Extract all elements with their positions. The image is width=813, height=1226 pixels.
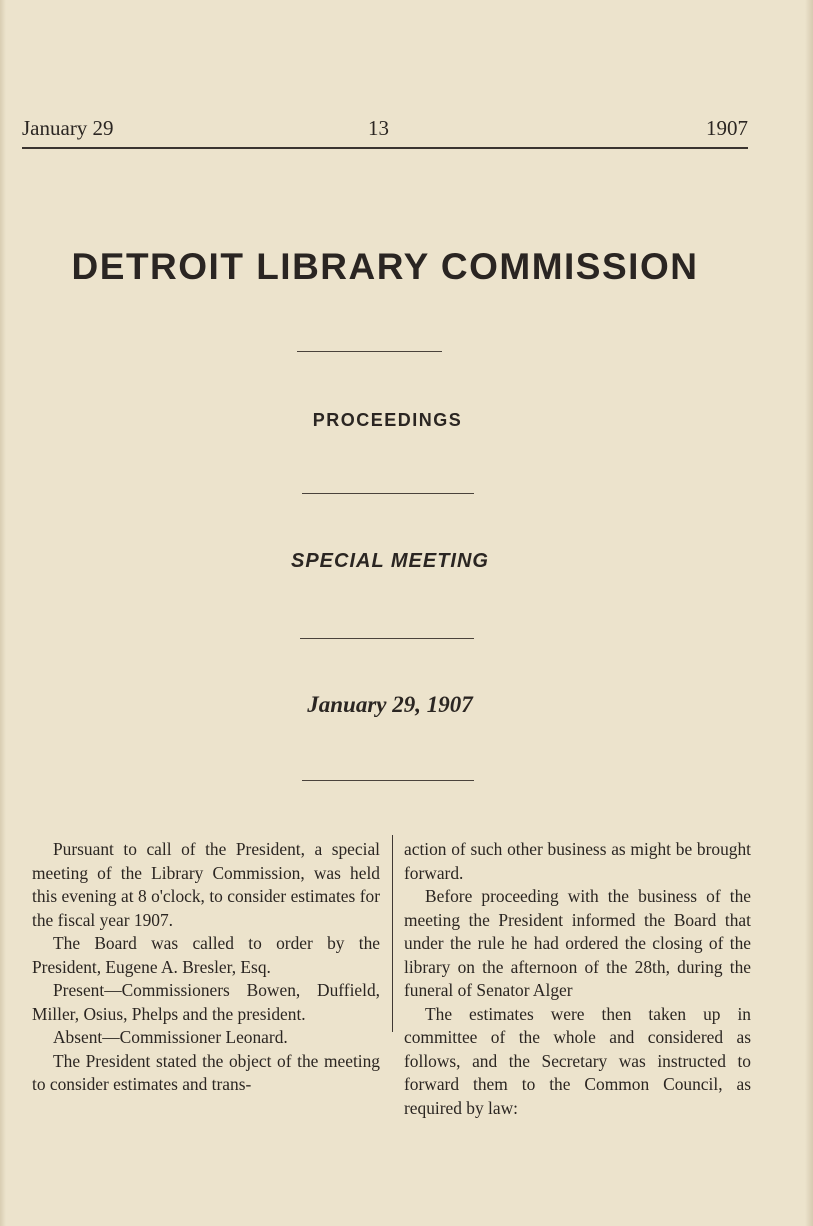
section-heading: PROCEEDINGS	[312, 410, 463, 430]
paragraph: action of such other business as might be brought forward.	[404, 839, 751, 883]
paragraph: The estimates were then taken up in committee of the whole and considered as follows, and the Secretary was instructed to forward them to the Common Council, as required by law:	[404, 1003, 751, 1118]
paragraph: Before proceeding with the business of the meeting the President informed the Board that under the rule he had ordered the closing of the library on the afternoon of the 28th, during the funeral of Senator Alger	[404, 886, 751, 1000]
divider-rule	[302, 780, 474, 781]
page-title: DETROIT LIBRARY COMMISSION	[71, 246, 699, 287]
column-divider	[392, 835, 393, 1032]
header-rule	[22, 147, 748, 149]
divider-rule	[300, 638, 474, 639]
paragraph: Present—Commissioners Bowen, Duffield, Miller, Osius, Phelps and the president.	[32, 980, 380, 1024]
page-number: 13	[368, 116, 389, 140]
paragraph: Absent—Commissioner Leonard.	[53, 1027, 288, 1047]
body-column-right	[404, 838, 751, 1120]
paragraph: Pursuant to call of the President, a special meeting of the Library Commission, was held this evening at 8 o'clock, to consider estimates for the fiscal year 1907.	[32, 839, 380, 930]
divider-rule	[302, 493, 474, 494]
divider-rule	[297, 351, 442, 352]
header-year: 1907	[706, 116, 748, 140]
paragraph: The President stated the object of the meeting to consider estimates and trans-	[32, 1050, 380, 1094]
running-header	[22, 116, 748, 146]
meeting-date-heading: January 29, 1907	[307, 692, 473, 717]
paragraph: The Board was called to order by the President, Eugene A. Bresler, Esq.	[32, 933, 380, 977]
page-edge-left	[0, 0, 6, 1226]
body-column-left	[32, 838, 380, 1097]
page-edge-right	[805, 0, 813, 1226]
meeting-type-heading: SPECIAL MEETING	[291, 550, 489, 572]
header-date: January 29	[22, 116, 114, 140]
